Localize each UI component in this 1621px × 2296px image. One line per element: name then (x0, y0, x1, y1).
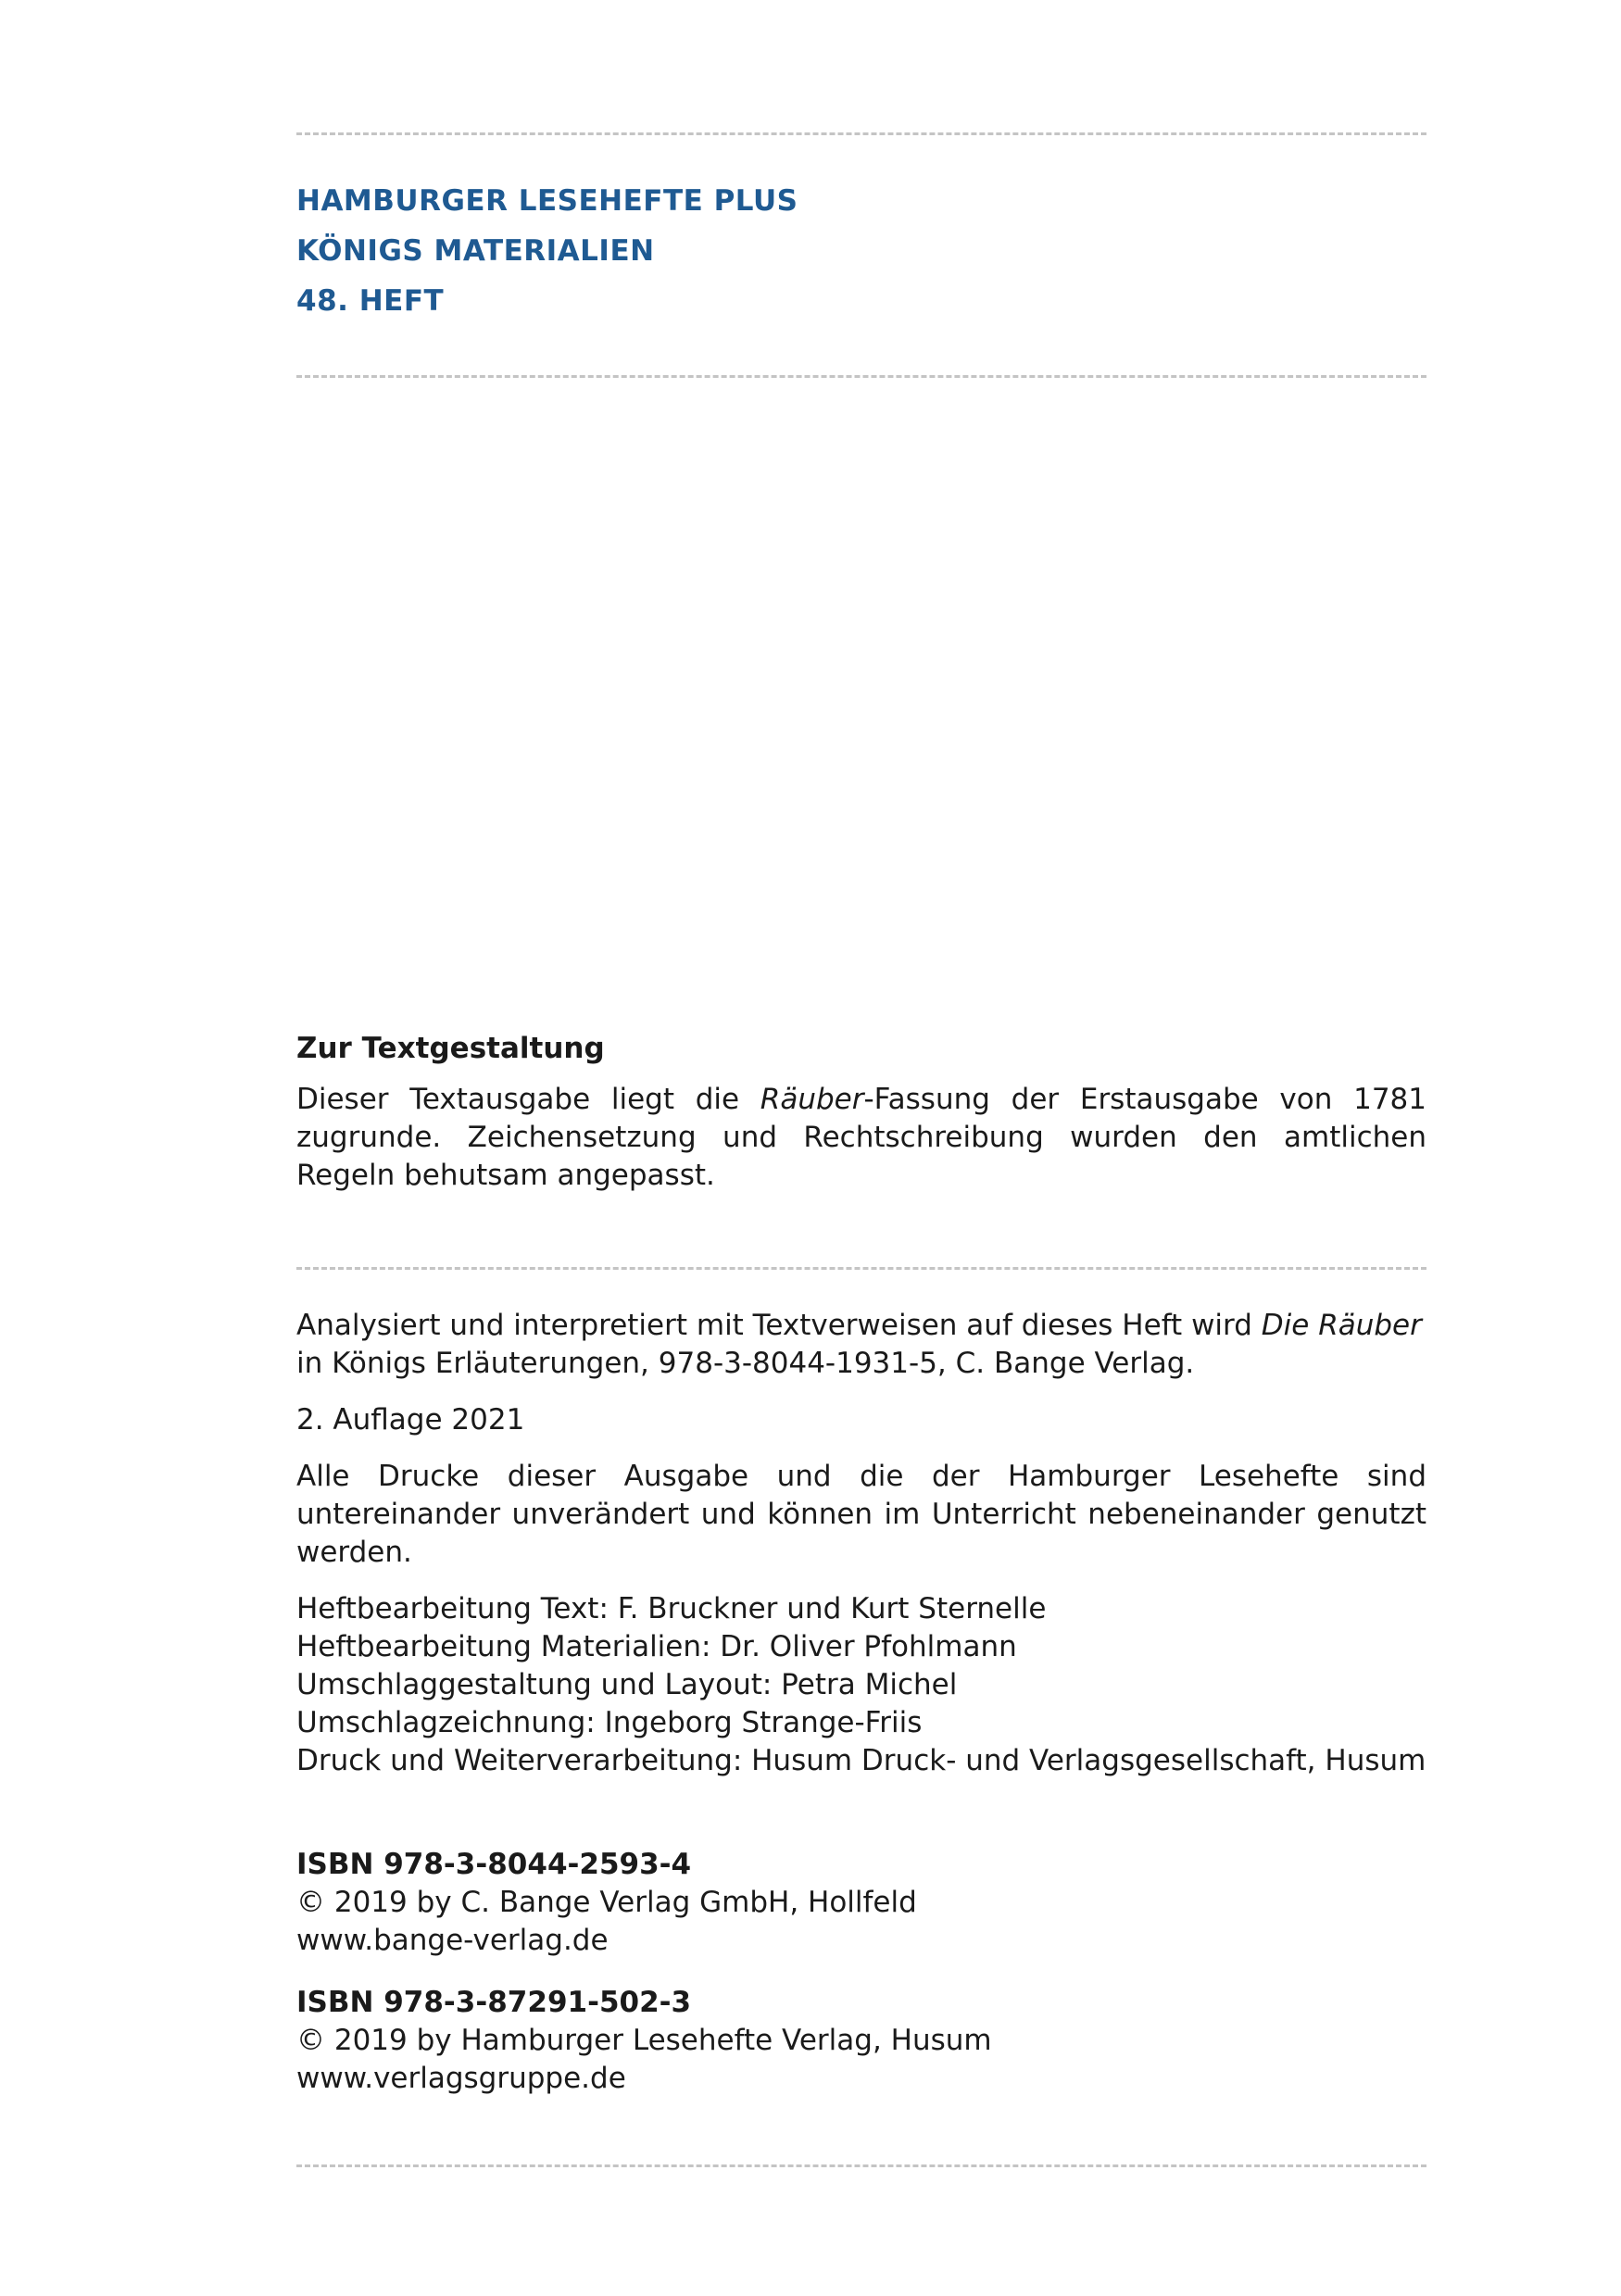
analysis-text-after: in Königs Erläuterungen, 978-3-8044-1931-5, C. Bange Verlag. (296, 1347, 1195, 1380)
analysis-text-before: Analysiert und interpretiert mit Textverweisen auf dieses Heft wird (296, 1309, 1262, 1342)
series-title: HAMBURGER LESEHEFTE PLUS (296, 184, 798, 218)
isbn-bange: ISBN 978-3-8044-2593-4 (296, 1848, 692, 1881)
copyright-hamburger: © 2019 by Hamburger Lesehefte Verlag, Husum (296, 2024, 992, 2057)
url-bange: www.bange-verlag.de (296, 1924, 609, 1957)
divider-top (296, 132, 1426, 135)
isbn-hamburger: ISBN 978-3-87291-502-3 (296, 1986, 692, 2019)
credit-line: Heftbearbeitung Materialien: Dr. Oliver Pfohlmann (296, 1630, 1017, 1663)
imprint-page (296, 0, 1426, 2296)
textgestaltung-text-after: -Fassung der Erstausgabe von 1781 zugrunde. Zeichensetzung und Rechtschreibung wurden den amtlichen Regeln behutsam angepasst. (296, 1083, 1426, 1192)
textgestaltung-section (296, 1030, 1426, 1213)
textgestaltung-heading: Zur Textgestaltung (296, 1032, 605, 1065)
prints-note: Alle Drucke dieser Ausgabe und die der Hamburger Lesehefte sind untereinander unverändert und können im Unterricht nebeneinander genutzt werden. (296, 1460, 1426, 1569)
publisher-bange (296, 1846, 1426, 1960)
textgestaltung-paragraph (296, 1081, 1426, 1195)
credit-line: Druck und Weiterverarbeitung: Husum Druck- und Verlagsgesellschaft, Husum (296, 1744, 1426, 1777)
credit-line: Umschlagzeichnung: Ingeborg Strange-Friis (296, 1706, 923, 1739)
edition-note: 2. Auflage 2021 (296, 1403, 525, 1437)
divider-bottom (296, 2164, 1426, 2167)
analysis-note (296, 1307, 1426, 1383)
series-issue: 48. HEFT (296, 284, 445, 318)
imprint-section (296, 1307, 1426, 1780)
publisher-hamburger (296, 1984, 1426, 2098)
url-hamburger: www.verlagsgruppe.de (296, 2062, 626, 2095)
credits-list (296, 1590, 1426, 1780)
divider-series (296, 375, 1426, 378)
credit-line: Umschlaggestaltung und Layout: Petra Michel (296, 1668, 958, 1701)
analysis-title: Die Räuber (1261, 1309, 1422, 1342)
series-header (296, 176, 798, 326)
series-subtitle: KÖNIGS MATERIALIEN (296, 234, 655, 268)
copyright-bange: © 2019 by C. Bange Verlag GmbH, Hollfeld (296, 1886, 917, 1919)
divider-middle (296, 1267, 1426, 1270)
credit-line: Heftbearbeitung Text: F. Bruckner und Kurt Sternelle (296, 1592, 1047, 1625)
textgestaltung-text-before: Dieser Textausgabe liegt die (296, 1083, 760, 1116)
textgestaltung-title: Räuber (760, 1083, 864, 1116)
